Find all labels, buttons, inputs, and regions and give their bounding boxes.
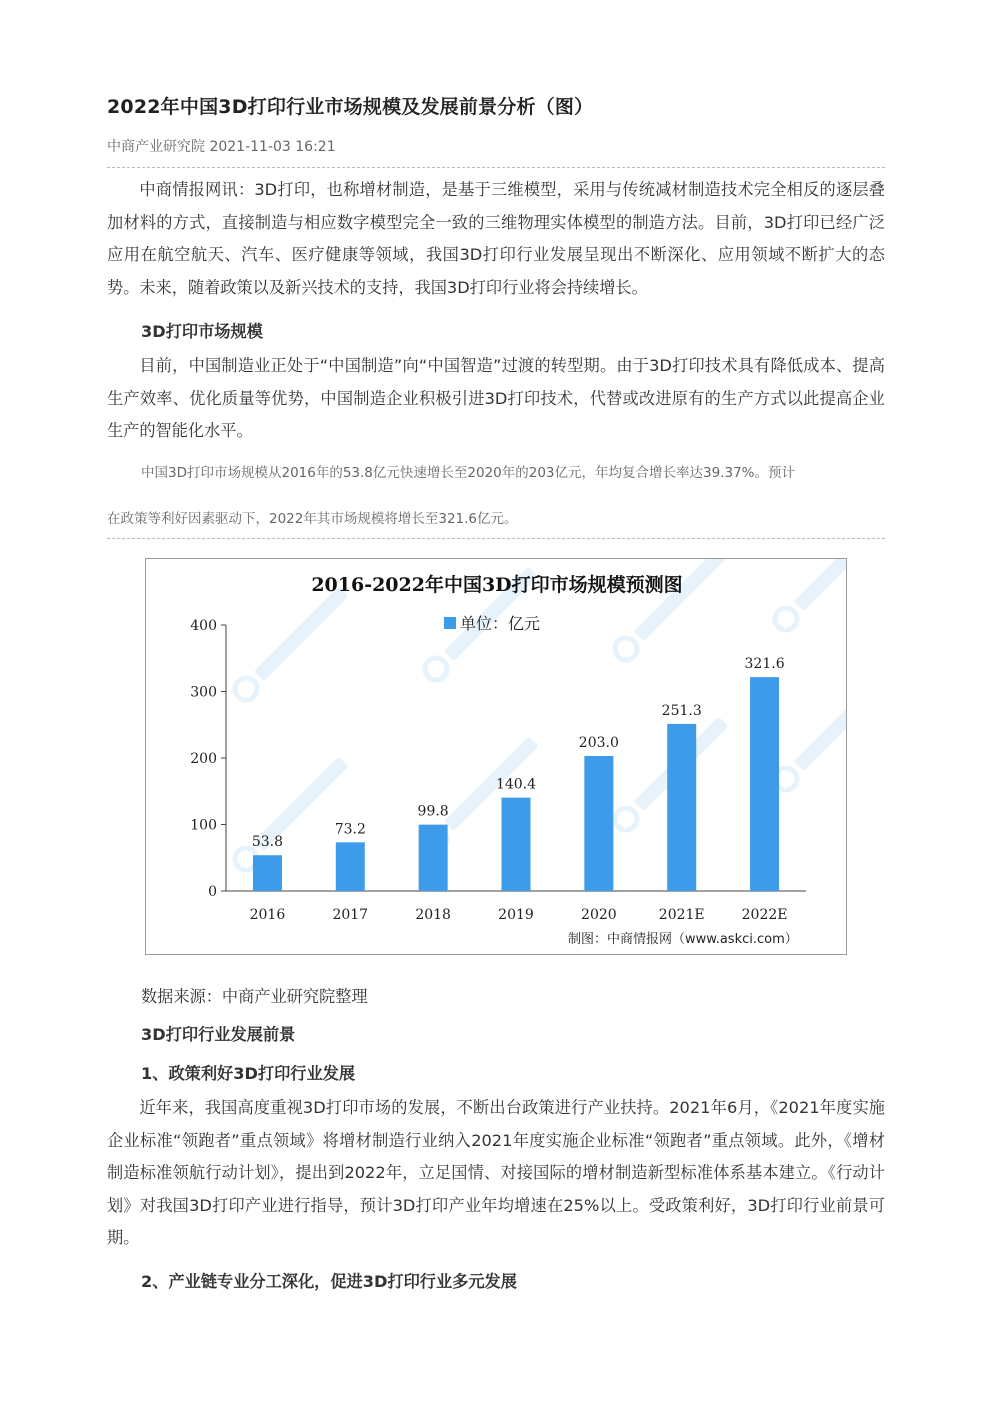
- watermark-logo: [770, 674, 847, 795]
- y-tick-label: 100: [190, 817, 217, 834]
- divider: [107, 538, 885, 539]
- x-tick-label: 2022E: [741, 907, 788, 923]
- market-size-chart: [145, 558, 847, 955]
- market-note-line-1: 中国3D打印市场规模从2016年的53.8亿元快速增长至2020年的203亿元，年均复合增长率达39.37%。预计: [141, 465, 795, 481]
- divider: [107, 167, 885, 168]
- heading-policy: 1、政策利好3D打印行业发展: [141, 1064, 356, 1083]
- watermark-logo: [230, 584, 351, 705]
- bar-value-label: 73.2: [334, 821, 366, 838]
- article-title: 2022年中国3D打印行业市场规模及发展前景分析（图）: [107, 96, 594, 118]
- bar: [419, 825, 448, 891]
- bar: [584, 756, 613, 891]
- article-meta: 中商产业研究院 2021-11-03 16:21: [107, 139, 336, 155]
- market-paragraph: 目前，中国制造业正处于“中国制造”向“中国智造”过渡的转型期。由于3D打印技术具有降低成本、提高生产效率、优化质量等优势，中国制造企业积极引进3D打印技术，代替或改进原有的生产方式以此提高企业生产的智能化水平。: [107, 356, 885, 440]
- bar: [336, 842, 365, 891]
- x-tick-label: 2017: [332, 907, 369, 923]
- watermark-logo: [770, 559, 847, 635]
- intro-paragraph: 中商情报网讯：3D打印，也称增材制造，是基于三维模型，采用与传统减材制造技术完全相反的逐层叠加材料的方式，直接制造与相应数字模型完全一致的三维物理实体模型的制造方法。目前，3D打印已经广泛应用在航空航天、汽车、医疗健康等领域，我国3D打印行业发展呈现出不断深化、应用领域不断扩大的态势。未来，随着政策以及新兴技术的支持，我国3D打印行业将会持续增长。: [107, 180, 885, 297]
- x-tick-label: 2020: [581, 907, 617, 923]
- x-tick-label: 2021E: [658, 907, 705, 923]
- bar-value-label: 140.4: [495, 776, 537, 793]
- bar-value-label: 203.0: [578, 735, 619, 752]
- heading-industry-chain: 2、产业链专业分工深化，促进3D打印行业多元发展: [141, 1272, 517, 1291]
- y-tick-label: 400: [190, 618, 217, 634]
- bar-value-label: 99.8: [417, 803, 449, 820]
- bar: [750, 677, 779, 891]
- legend-label: 单位：亿元: [460, 614, 541, 633]
- y-tick-label: 0: [208, 884, 217, 900]
- chart-title: 2016-2022年中国3D打印市场规模预测图: [311, 574, 683, 596]
- data-source: 数据来源：中商产业研究院整理: [141, 987, 368, 1006]
- market-note-line-2: 在政策等利好因素驱动下，2022年其市场规模将增长至321.6亿元。: [107, 511, 518, 527]
- bar-value-label: 53.8: [251, 834, 284, 851]
- legend-swatch: [444, 617, 456, 629]
- policy-paragraph: 近年来，我国高度重视3D打印市场的发展，不断出台政策进行产业扶持。2021年6月，《2021年度实施企业标准“领跑者”重点领域》将增材制造行业纳入2021年度实施企业标准“领跑者”重点领域。此外，《增材制造标准领航行动计划》，提出到2022年，立足国情、对接国际的增材制造新型标准体系基本建立。《行动计划》对我国3D打印产业进行指导，预计3D打印产业年均增速在25%以上。受政策利好，3D打印行业前景可期。: [107, 1098, 885, 1247]
- bar: [253, 855, 282, 891]
- bar-chart-svg: [146, 559, 847, 955]
- bars-layer: [250, 656, 788, 923]
- heading-market-size: 3D打印市场规模: [141, 322, 263, 341]
- x-tick-label: 2019: [498, 907, 534, 923]
- watermark-logo: [230, 754, 351, 875]
- heading-prospect: 3D打印行业发展前景: [141, 1025, 296, 1044]
- bar-value-label: 251.3: [661, 702, 702, 719]
- bar: [502, 798, 531, 891]
- x-tick-label: 2018: [415, 907, 451, 923]
- y-tick-label: 200: [190, 751, 217, 767]
- bar: [667, 724, 696, 891]
- bar-value-label: 321.6: [744, 656, 785, 673]
- chart-credit: 制图：中商情报网（www.askci.com）: [568, 932, 798, 947]
- y-tick-label: 300: [190, 684, 217, 701]
- x-tick-label: 2016: [249, 907, 286, 923]
